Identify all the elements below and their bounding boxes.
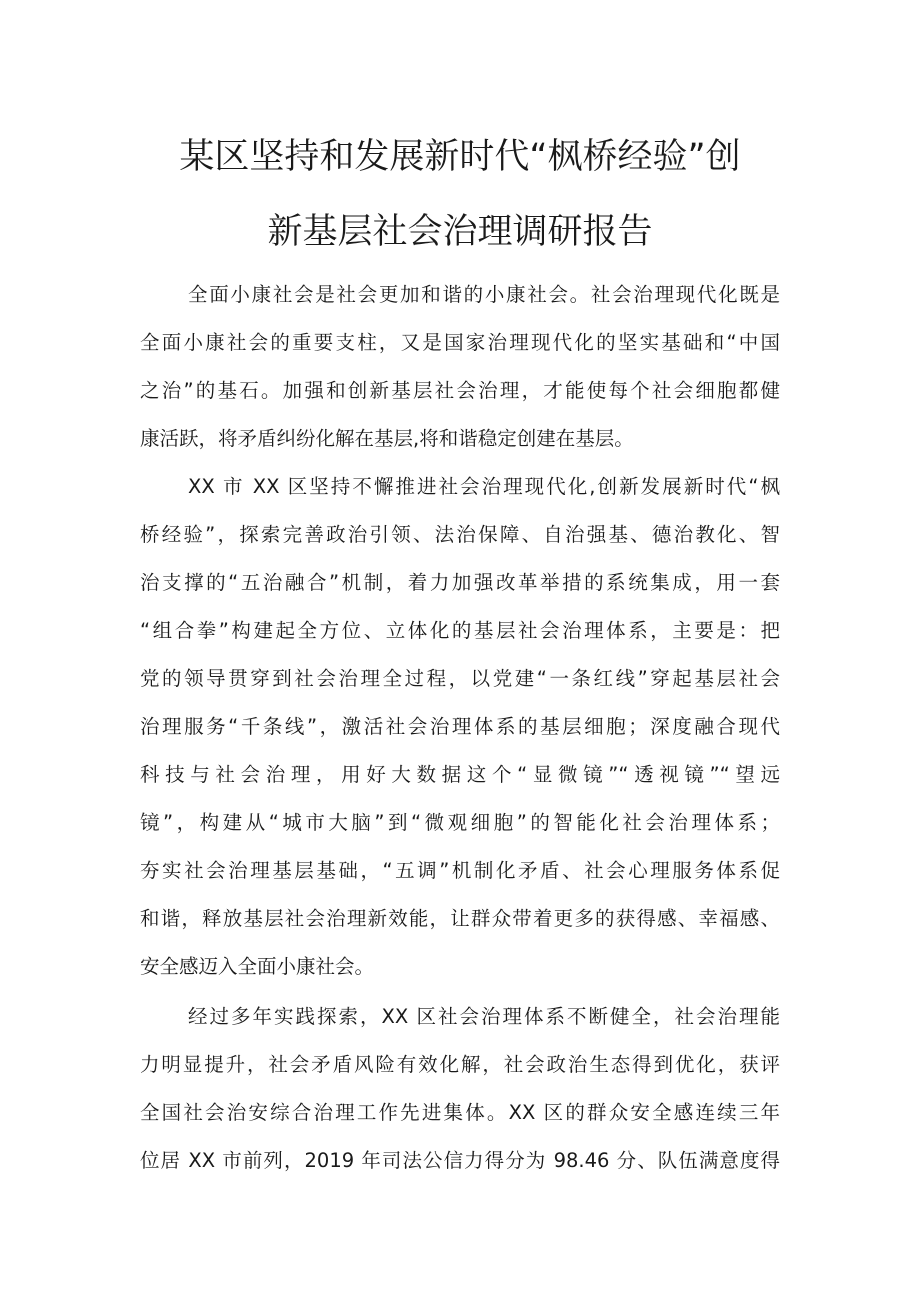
paragraph-line: 全面小康社会是社会更加和谐的小康社会。社会治理现代化既是 <box>188 283 780 306</box>
paragraph-line: “组合拳”构建起全方位、立体化的基层社会治理体系，主要是：把 <box>140 619 780 642</box>
paragraph-line: 治支撑的“五治融合”机制，着力加强改革举措的系统集成，用一套 <box>140 571 780 594</box>
paragraph-line: 治理服务“千条线”，激活社会治理体系的基层细胞；深度融合现代 <box>140 715 780 738</box>
paragraph-line: 康活跃，将矛盾纠纷化解在基层,将和谐稳定创建在基层。 <box>140 427 634 450</box>
paragraph-line: 桥经验”，探索完善政治引领、法治保障、自治强基、德治教化、智 <box>140 523 780 546</box>
paragraph-line: 安全感迈入全面小康社会。 <box>140 955 375 978</box>
paragraph-line: 科技与社会治理，用好大数据这个“显微镜”“透视镜”“望远 <box>140 763 780 786</box>
paragraph-line: 全国社会治安综合治理工作先进集体。XX 区的群众安全感连续三年 <box>140 1101 780 1124</box>
paragraph-line: 经过多年实践探索，XX 区社会治理体系不断健全，社会治理能 <box>188 1005 780 1028</box>
document-title-line-2: 新基层社会治理调研报告 <box>267 212 653 252</box>
paragraph-line: 党的领导贯穿到社会治理全过程，以党建“一条红线”穿起基层社会 <box>140 667 780 690</box>
paragraph-line: 位居 XX 市前列，2019 年司法公信力得分为 98.46 分、队伍满意度得 <box>140 1149 780 1172</box>
paragraph-line: XX 市 XX 区坚持不懈推进社会治理现代化,创新发展新时代“枫 <box>188 475 780 498</box>
paragraph-line: 之治”的基石。加强和创新基层社会治理，才能使每个社会细胞都健 <box>140 379 780 402</box>
paragraph-line: 夯实社会治理基层基础，“五调”机制化矛盾、社会心理服务体系促 <box>140 859 780 882</box>
paragraph-line: 镜”，构建从“城市大脑”到“微观细胞”的智能化社会治理体系； <box>140 811 780 834</box>
document-title-line-1: 某区坚持和发展新时代“枫桥经验”创 <box>179 137 741 177</box>
paragraph-line: 和谐，释放基层社会治理新效能，让群众带着更多的获得感、幸福感、 <box>140 907 780 930</box>
paragraph-line: 全面小康社会的重要支柱，又是国家治理现代化的坚实基础和“中国 <box>140 331 780 354</box>
paragraph-line: 力明显提升，社会矛盾风险有效化解，社会政治生态得到优化，获评 <box>140 1053 780 1076</box>
